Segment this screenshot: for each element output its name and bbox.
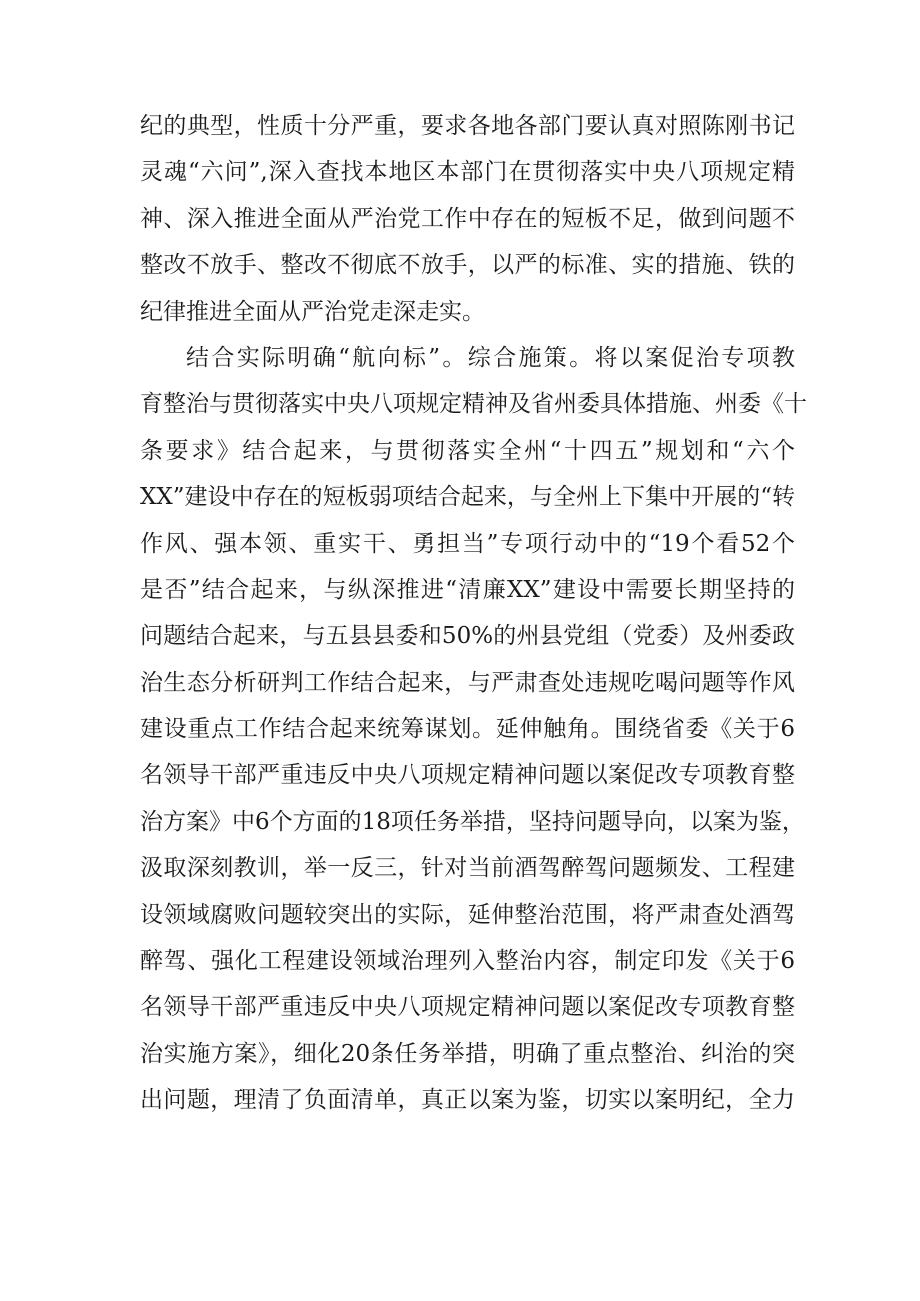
text-line-22: 出问题，理清了负面清单，真正以案为鉴，切实以案明纪，全力	[140, 1087, 795, 1114]
text-line-16: 治方案》中6个方面的18项任务举措，坚持问题导向，以案为鉴，	[140, 808, 805, 835]
text-line-7: 育整治与贯彻落实中央八项规定精神及省州委具体措施、州委《十	[140, 391, 807, 418]
text-line-4: 整改不放手、整改不彻底不放手，以严的标准、实的措施、铁的	[140, 252, 795, 279]
text-line-8: 条要求》结合起来，与贯彻落实全州“十四五”规划和“六个	[140, 437, 795, 464]
paragraph-heading-line: 结合实际明确“航向标”。综合施策。将以案促治专项教	[186, 344, 795, 371]
text-line-2: 灵魂“六问”,深入查找本地区本部门在贯彻落实中央八项规定精	[140, 159, 795, 186]
text-line-20: 名领导干部严重违反中央八项规定精神问题以案促改专项教育整	[140, 994, 795, 1021]
text-line-9: XX”建设中存在的短板弱项结合起来，与全州上下集中开展的“转	[140, 484, 795, 511]
text-line-13: 治生态分析研判工作结合起来，与严肃查处违规吃喝问题等作风	[140, 669, 795, 696]
text-line-5: 纪律推进全面从严治党走深走实。	[140, 298, 485, 325]
text-line-14: 建设重点工作结合起来统筹谋划。延伸触角。围绕省委《关于6	[140, 716, 795, 743]
text-line-1: 纪的典型，性质十分严重，要求各地各部门要认真对照陈刚书记	[140, 113, 795, 139]
text-line-17: 汲取深刻教训，举一反三，针对当前酒驾醉驾问题频发、工程建	[140, 855, 795, 882]
text-line-15: 名领导干部严重违反中央八项规定精神问题以案促改专项教育整	[140, 762, 795, 789]
body-text	[140, 103, 807, 1124]
text-line-18: 设领域腐败问题较突出的实际，延伸整治范围，将严肃查处酒驾	[140, 901, 795, 928]
text-line-11: 是否”结合起来，与纵深推进“清廉XX”建设中需要长期坚持的	[140, 576, 795, 603]
text-line-3: 神、深入推进全面从严治党工作中存在的短板不足，做到问题不	[140, 205, 795, 232]
text-line-12: 问题结合起来，与五县县委和50%的州县党组（党委）及州委政	[140, 623, 795, 650]
text-line-21: 治实施方案》，细化20条任务举措，明确了重点整治、纠治的突	[140, 1040, 795, 1067]
text-line-10: 作风、强本领、重实干、勇担当”专项行动中的“19个看52个	[140, 530, 795, 557]
text-line-19: 醉驾、强化工程建设领域治理列入整治内容，制定印发《关于6	[140, 948, 795, 975]
